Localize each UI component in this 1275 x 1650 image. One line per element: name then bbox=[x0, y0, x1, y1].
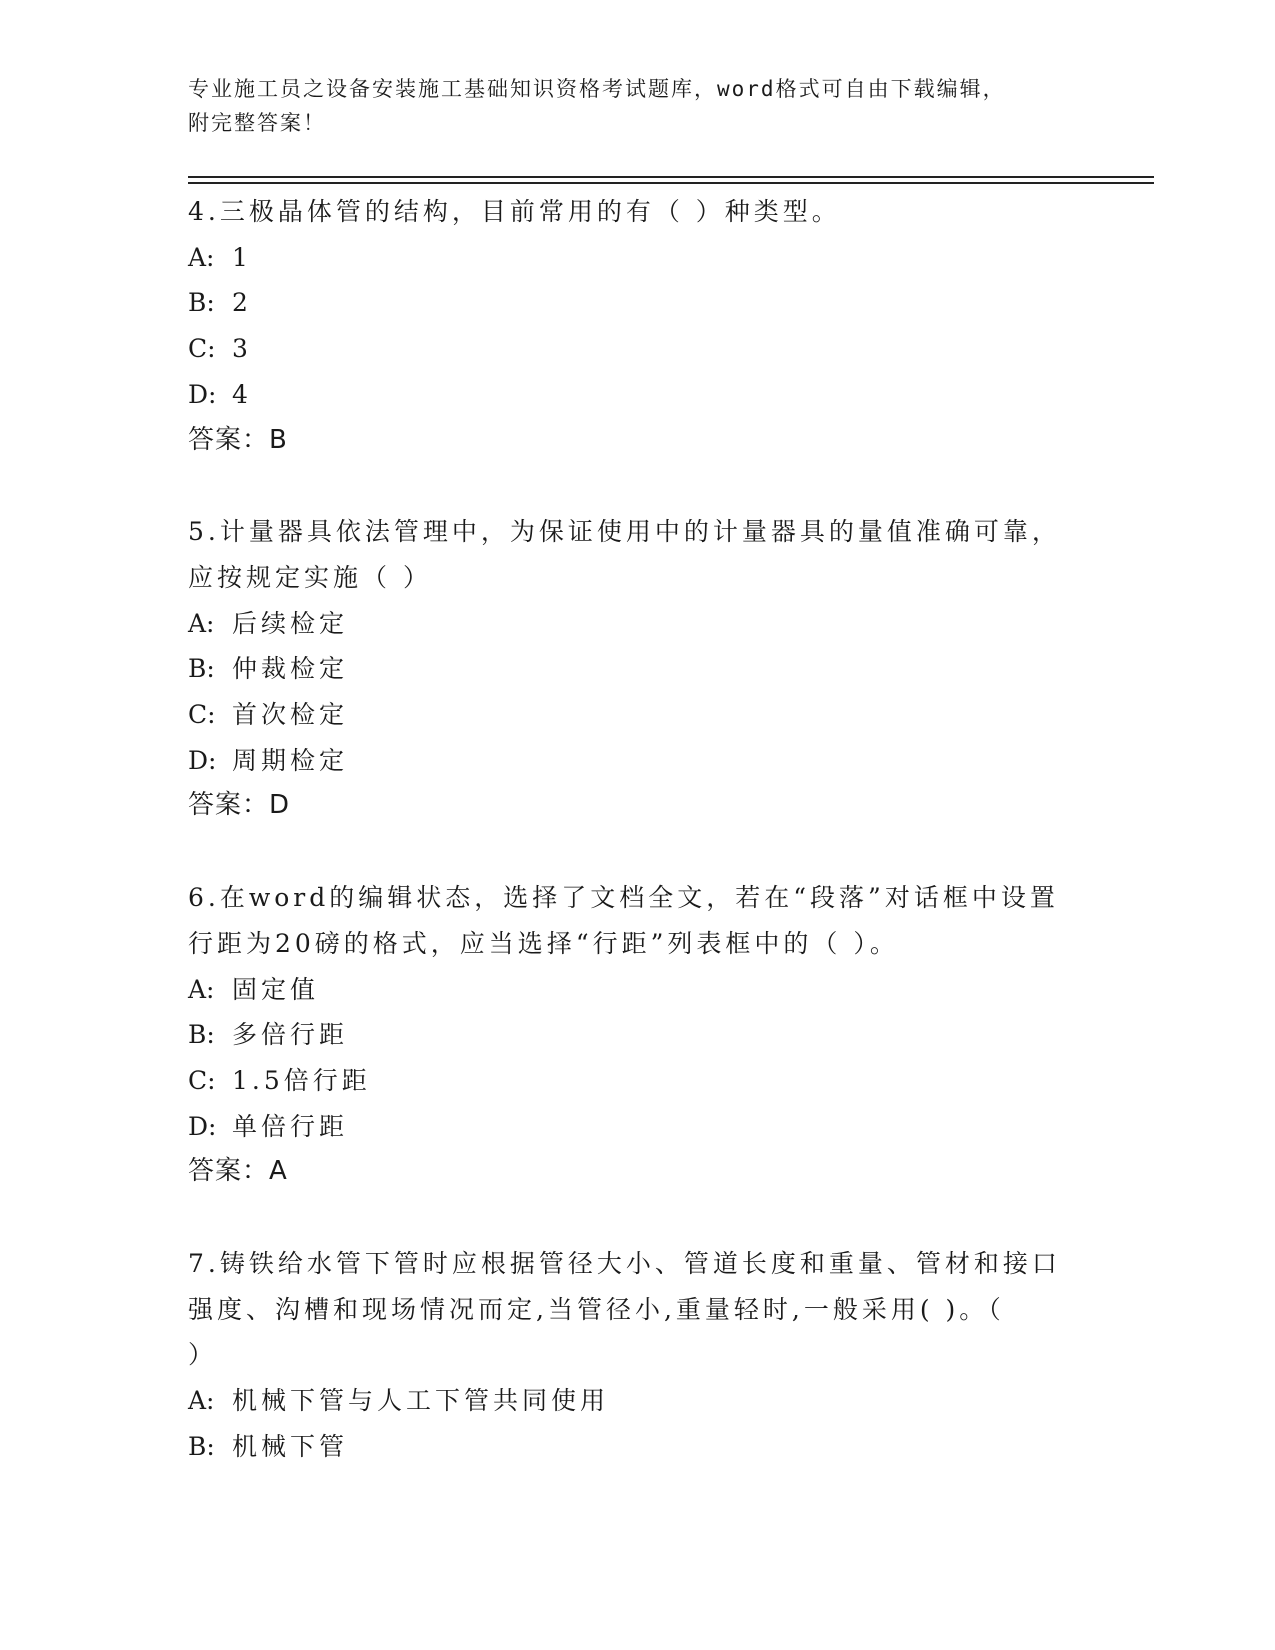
answer-option bbox=[188, 1378, 1088, 1424]
question-stem-line: 行距为20磅的格式，应当选择“行距”列表框中的（ ）。 bbox=[188, 928, 899, 958]
header-line-2: 附完整答案！ bbox=[188, 111, 326, 135]
question-stem-line: 5.计量器具依法管理中，为保证使用中的计量器具的量值准确可靠， bbox=[188, 517, 1061, 547]
header-line-1: 专业施工员之设备安装施工基础知识资格考试题库，word格式可自由下载编辑， bbox=[188, 77, 1006, 101]
answer-key: 答案：A bbox=[188, 1156, 288, 1187]
answer-option bbox=[188, 646, 1088, 692]
answer-option bbox=[188, 372, 1088, 418]
option-letter: B: bbox=[188, 654, 215, 684]
option-letter: A: bbox=[188, 242, 215, 272]
option-text: 周期检定 bbox=[232, 745, 349, 775]
question-block bbox=[188, 509, 1088, 829]
option-text: 首次检定 bbox=[232, 700, 349, 730]
option-text: 仲裁检定 bbox=[232, 654, 349, 684]
option-letter: C: bbox=[188, 1065, 216, 1095]
answer-option bbox=[188, 1058, 1088, 1104]
option-letter: A: bbox=[188, 608, 215, 638]
option-letter: B: bbox=[188, 288, 215, 318]
answer-key: 答案：B bbox=[188, 424, 288, 455]
option-letter: D: bbox=[188, 1111, 217, 1141]
option-text: 后续检定 bbox=[232, 608, 349, 638]
answer-option bbox=[188, 326, 1088, 372]
option-text: 2 bbox=[232, 288, 252, 318]
answer-option bbox=[188, 1104, 1088, 1150]
question-block bbox=[188, 875, 1088, 1195]
option-letter: C: bbox=[188, 334, 216, 364]
question-stem-line: 4.三极晶体管的结构，目前常用的有（ ）种类型。 bbox=[188, 197, 841, 226]
option-text: 单倍行距 bbox=[232, 1111, 349, 1141]
answer-option bbox=[188, 601, 1088, 647]
question-stem-line: 应按规定实施（ ） bbox=[188, 562, 432, 592]
question-stem bbox=[188, 1241, 1088, 1378]
option-text: 4 bbox=[232, 379, 252, 409]
question-stem bbox=[188, 875, 1088, 966]
answer-option bbox=[188, 692, 1088, 738]
question-block bbox=[188, 1241, 1088, 1470]
question-stem-line: 强度、沟槽和现场情况而定,当管径小,重量轻时,一般采用( )。（ bbox=[188, 1294, 1005, 1324]
question-stem bbox=[188, 509, 1088, 600]
header-divider-bottom bbox=[188, 182, 1154, 184]
answer-option bbox=[188, 738, 1088, 784]
option-text: 多倍行距 bbox=[232, 1020, 349, 1050]
option-letter: A: bbox=[188, 974, 215, 1004]
option-letter: D: bbox=[188, 379, 217, 409]
question-block bbox=[188, 189, 1088, 463]
option-letter: B: bbox=[188, 1431, 215, 1461]
document-header bbox=[188, 72, 1068, 140]
option-text: 机械下管 bbox=[232, 1431, 349, 1461]
option-letter: A: bbox=[188, 1386, 215, 1416]
option-text: 1 bbox=[232, 242, 252, 272]
question-stem-line: 6.在word的编辑状态，选择了文档全文，若在“段落”对话框中设置 bbox=[188, 883, 1059, 913]
answer-key: 答案：D bbox=[188, 790, 291, 821]
header-divider-top bbox=[188, 176, 1154, 178]
question-stem-line: 7.铸铁给水管下管时应根据管径大小、管道长度和重量、管材和接口 bbox=[188, 1249, 1061, 1279]
answer-option bbox=[188, 1012, 1088, 1058]
question-list bbox=[188, 189, 1088, 1516]
answer-option bbox=[188, 235, 1088, 281]
option-letter: B: bbox=[188, 1020, 215, 1050]
option-text: 1.5倍行距 bbox=[232, 1065, 371, 1095]
option-text: 机械下管与人工下管共同使用 bbox=[232, 1386, 610, 1416]
option-text: 固定值 bbox=[232, 974, 320, 1004]
option-text: 3 bbox=[232, 334, 252, 364]
question-stem bbox=[188, 189, 1088, 235]
answer-option bbox=[188, 1424, 1088, 1470]
option-letter: C: bbox=[188, 700, 216, 730]
question-stem-line: ） bbox=[188, 1340, 218, 1370]
option-letter: D: bbox=[188, 745, 217, 775]
answer-option bbox=[188, 967, 1088, 1013]
answer-option bbox=[188, 280, 1088, 326]
